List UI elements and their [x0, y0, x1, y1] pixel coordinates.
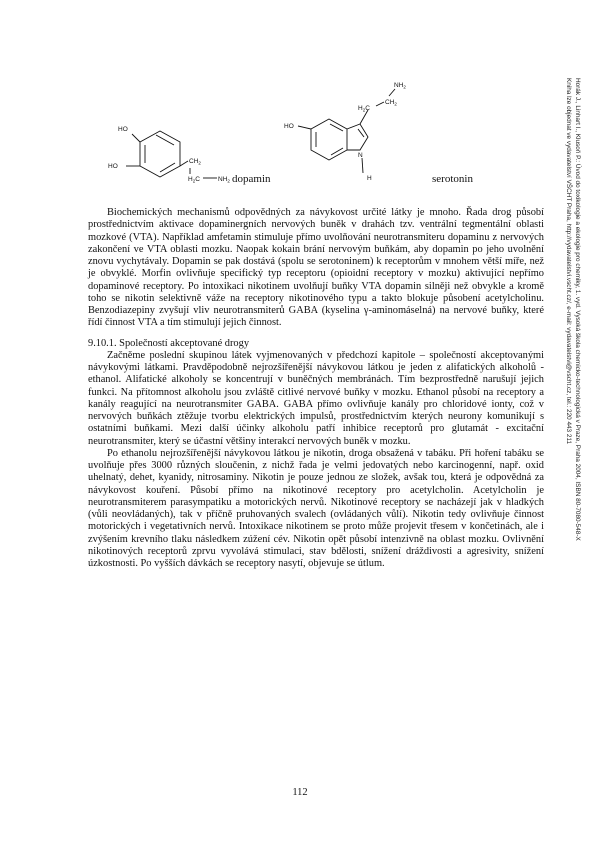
serotonin-ch2: $CH_2$ — [385, 99, 397, 107]
dopamine-nh2: $NH_2$ — [218, 176, 230, 184]
serotonin-h: H — [367, 175, 372, 182]
side-note-citation — [564, 78, 582, 541]
serotonin-structure — [298, 89, 395, 173]
dopamine-structure — [126, 131, 217, 178]
serotonin-ho: HO — [284, 123, 294, 130]
paragraph-ethanol: Začněme poslední skupinou látek vyjmenovaných v předchozí kapitole – společností akceptovanými návykovými látkami. Pravděpodobně nejrozšířenější návykovou látkou je jeden z alifatických alkoholů - ethanol. Alifatické alkoholy se koncentrují v buněčných membránách. Tím bezprostředně narušují jejich funkci. Na přítomnost alkoholu jsou zvláště citlivé nervové buňky v mozku. Ethanol působí na receptory a kanály reagující na neurotransmiter GABA. GABA přímo ovlivňuje kanály pro chloridové ionty, což v nervových buňkách ztěžuje tvorbu elektrických impulsů, prostřednictvím kterých neurony komunikují s ostatními buňkami. Mezi další účinky alkoholu patří inhibice receptorů pro glutamát - excitační neurotransmiter, který se účastní většiny interakcí nervových buněk v mozku. — [88, 349, 544, 447]
serotonin-pyrrole-ring — [347, 124, 368, 150]
serotonin-h2c: $H_2C$ — [358, 105, 370, 113]
dopamine-benzene-ring — [140, 131, 180, 177]
chemical-structures-figure — [0, 0, 600, 200]
serotonin-label: serotonin — [432, 173, 473, 185]
dopamine-h2c: $H_2C$ — [188, 176, 200, 184]
paragraph-nicotine: Po ethanolu nejrozšířenější návykovou látkou je nikotin, droga obsažená v tabáku. Při hoření tabáku se uvolňuje přes 3000 různých sloučenin, z nichž řada je velmi jedovatých nebo karcinogenní, např. oxid uhelnatý, dehet, kyanidy, nitrosaminy. Nikotin je pouze jednou ze složek, avšak tou, která je odpovědná za návykovost kouření. Působí přímo na nikotinové receptory pro acetylcholin. Acetylcholin je neurotransmiterem parasympatiku a motorických nervů. Nikotinové receptory se nacházejí jak v hladkých (vůli neovládaných), tak v příčně pruhovaných svalech (ovládaných vůlí). Nikotin tedy ovlivňuje činnost motorických i vegetativních nervů. Intoxikace nikotinem se proto může projevit třesem v končetinách, ale i zvýšením krevního tlaku následkem zúžení cév. Nikotin opět působí intenzivně na oblast mozku. Ovlivnění nikotinových receptorů zprvu vyvolává stimulaci, stav bdělosti, snížení dráždivosti a agresivity, snížení úzkostnosti. Po vyšších dávkách se receptory nasytí, objevuje se útlum. — [88, 447, 544, 569]
dopamine-ch2: $CH_2$ — [189, 158, 201, 166]
structures-svg — [0, 0, 600, 200]
serotonin-atom-labels — [284, 82, 406, 182]
serotonin-n: N — [358, 152, 363, 159]
dopamine-oh-bottom: HO — [108, 163, 118, 170]
side-note-line-1: Horák J., Linhart I., Klusoň P.: Úvod do toxikologie a ekologie pro chemiky, 1. vyd. Vysoká škola chemicko-technologická v Praze, Praha 2004, ISBN 80-7080-548-X — [574, 78, 581, 541]
body-text — [88, 207, 544, 570]
serotonin-nh2: $NH_2$ — [394, 82, 406, 90]
dopamine-label: dopamin — [232, 173, 271, 185]
paragraph-mechanisms: Biochemických mechanismů odpovědných za návykovost určité látky je mnoho. Řada drog působí prostřednictvím aktivace dopaminergních nervových buněk v drahách tzv. ventrální tegmentální oblasti mozkové (VTA). Například amfetamin stimuluje přímo uvolňování neurotransmiteru dopaminu z nervových zakončení ve VTA oblasti mozku. Naopak kokain brání nervovým buňkám, aby dopamin po jeho uvolnění znovu vychytávaly. Dopamin se pak dostává (spolu se serotoninem) k receptorům v mnohem větší míře, než je obvyklé. Morfin ovlivňuje specifický typ receptoru (opioidní receptory v mozku) aktivující nepřímo dopaminové receptory. Po intoxikaci nikotinem uvolňují buňky VTA dopamin silněji než obvykle a kromě toho se nikotin selektivně váže na receptory nikotinového typu a takto blokuje působení acetylcholinu. Benzodiazepiny zvyšují vliv neurotransmiterů GABA (kyselina γ-aminomáselná) na nervové buňky, které řídí činnost VTA a tím stimulují jejich činnost. — [88, 207, 544, 329]
dopamine-atom-labels — [108, 126, 230, 184]
section-heading: 9.10.1. Společností akceptované drogy — [88, 337, 250, 349]
page-number: 112 — [292, 787, 308, 798]
side-note-line-2: Kniha lze objednat ve vydavatelství VŠCHT Praha, http://vydavatelstvi.vscht.cz/, e-mail: vydavatelstvi@vscht.cz, tel.: 220 443 211 — [565, 78, 572, 445]
dopamine-oh-top: HO — [118, 126, 128, 133]
